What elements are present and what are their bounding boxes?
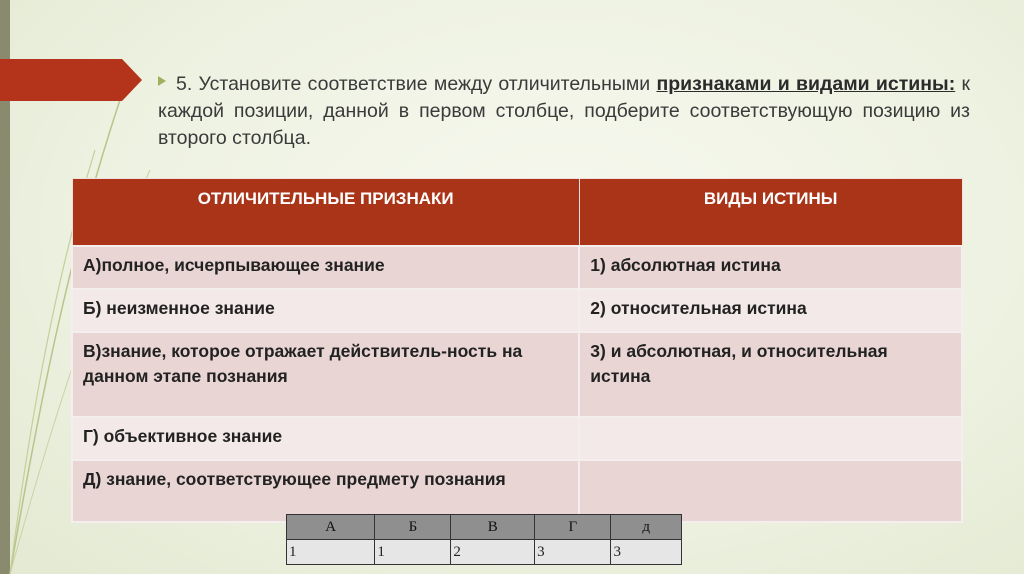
- truth-type-cell: 1) абсолютная истина: [579, 246, 962, 289]
- table-row: [72, 332, 962, 417]
- answer-letter: Г: [535, 515, 611, 540]
- answer-letter: д: [611, 515, 682, 540]
- table-row: [72, 289, 962, 332]
- feature-cell: Б) неизменное знание: [72, 289, 579, 332]
- header-truth-types: ВИДЫ ИСТИНЫ: [579, 179, 962, 247]
- answer-letter: А: [287, 515, 375, 540]
- table-row: [72, 417, 962, 460]
- table-row: [72, 246, 962, 289]
- answer-letter: Б: [375, 515, 451, 540]
- truth-type-cell: [579, 460, 962, 522]
- truth-type-cell: 3) и абсолютная, и относительная истина: [579, 332, 962, 417]
- answer-letter: В: [451, 515, 535, 540]
- matching-table: [71, 178, 963, 523]
- feature-cell: А)полное, исчерпывающее знание: [72, 246, 579, 289]
- answer-value: 1: [375, 540, 451, 565]
- feature-cell: Д) знание, соответствующее предмету познания: [72, 460, 579, 522]
- truth-type-cell: [579, 417, 962, 460]
- feature-cell: В)знание, которое отражает действитель-ность на данном этапе познания: [72, 332, 579, 417]
- answer-table: [286, 514, 682, 565]
- question-emphasis: признаками и видами истины:: [656, 73, 956, 95]
- title-red-tab: [0, 59, 122, 101]
- question-text: 5. Установите соответствие между отличительными признаками и видами истины: к каждой позиции, данной в первом столбце, подберите соответствующую позицию из второго столбца.: [158, 73, 971, 149]
- answer-value: 3: [611, 540, 682, 565]
- answer-value: 2: [451, 540, 535, 565]
- answer-value: 3: [535, 540, 611, 565]
- feature-cell: Г) объективное знание: [72, 417, 579, 460]
- truth-type-cell: 2) относительная истина: [579, 289, 962, 332]
- header-features: ОТЛИЧИТЕЛЬНЫЕ ПРИЗНАКИ: [72, 179, 579, 247]
- answer-value: 1: [287, 540, 375, 565]
- table-row: [72, 460, 962, 522]
